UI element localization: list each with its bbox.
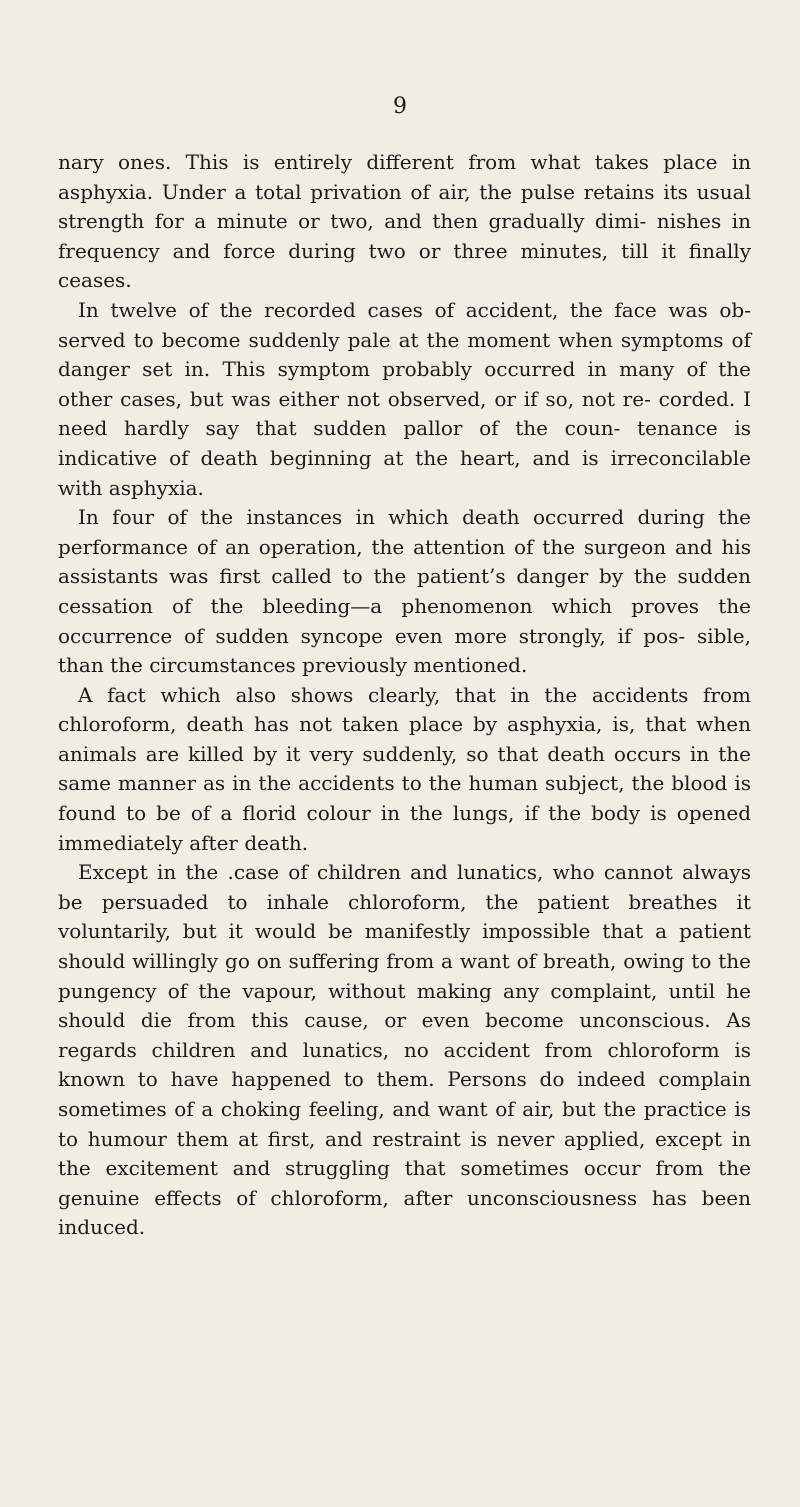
paragraph: nary ones. This is entirely different from what takes place in asphyxia. Under a total privation of air, the pulse retains its usual strength for a minute or two, and then gradually dimi- nishes in frequency and force during two or three minutes, till it finally ceases.	[58, 150, 751, 293]
paragraph: A fact which also shows clearly, that in the accidents from chloroform, death has not taken place by asphyxia, is, that when animals are killed by it very suddenly, so that death occurs in the same manner as in the accidents to the human subject, the blood is found to be of a florid colour in the lungs, if the body is opened immediately after death.	[58, 682, 751, 855]
paragraph: In twelve of the recorded cases of accident, the face was ob- served to become suddenly pale at the moment when symptoms of danger set in. This symptom probably occurred in many of the other cases, but was either not observed, or if so, not re- corded. I need hardly say that sudden pallor of the coun- tenance is indicative of death beginning at the heart, and is irreconcilable with asphyxia.	[58, 297, 751, 500]
paragraph: In four of the instances in which death occurred during the performance of an operation, the attention of the surgeon and his assistants was first called to the patient’s danger by the sudden cessation of the bleeding—a phenomenon which proves the occurrence of sudden syncope even more strongly, if pos- sible, than the circumstances previously mentioned.	[58, 505, 751, 678]
body-text	[58, 148, 751, 1243]
page-number: 9	[393, 94, 407, 119]
paragraph: Except in the .case of children and lunatics, who cannot always be persuaded to inhale chloroform, the patient breathes it voluntarily, but it would be manifestly impossible that a patient should willingly go on suffering from a want of breath, owing to the pungency of the vapour, without making any complaint, until he should die from this cause, or even become unconscious. As regards children and lunatics, no accident from chloroform is known to have happened to them. Persons do indeed complain sometimes of a choking feeling, and want of air, but the practice is to humour them at first, and restraint is never applied, except in the excitement and struggling that sometimes occur from the genuine effects of chloroform, after unconsciousness has been induced.	[58, 860, 751, 1240]
